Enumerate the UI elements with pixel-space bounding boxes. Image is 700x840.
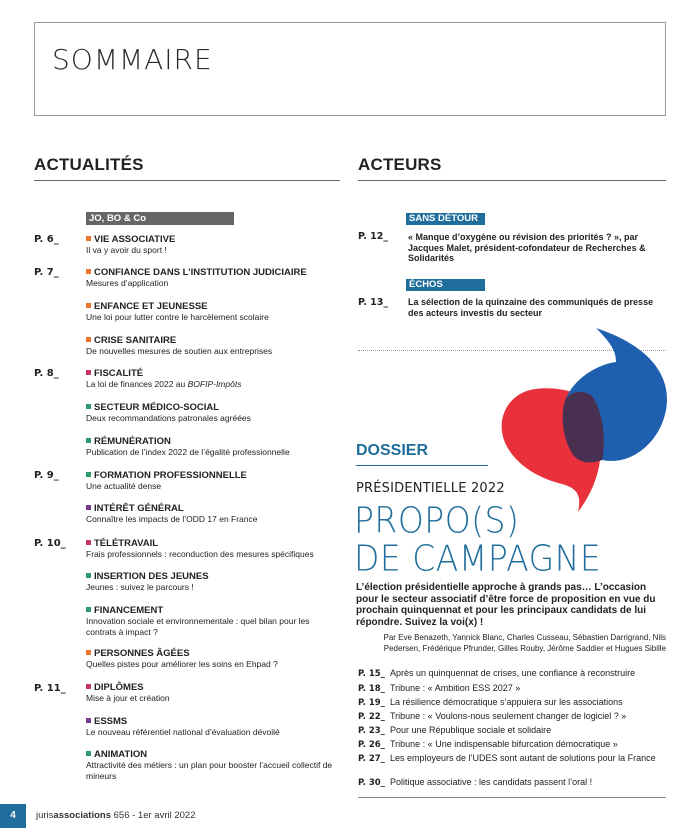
dossier-item-page: P. 18_ — [358, 684, 385, 694]
dossier-item-page: P. 30_ — [358, 778, 385, 788]
sans-detour-page: P. 12_ — [358, 231, 389, 242]
toc-entry-subtitle: Attractivité des métiers : un plan pour booster l’accueil collectif de mineurs — [86, 760, 333, 781]
page-number: 4 — [0, 804, 26, 828]
page-ref: P. 8_ — [34, 368, 59, 379]
dossier-item-page: P. 22_ — [358, 712, 385, 722]
toc-entry-title-text: ENFANCE ET JEUNESSE — [94, 301, 208, 312]
toc-entry-subtitle: Quelles pistes pour améliorer les soins en Ehpad ? — [86, 659, 278, 669]
dossier-title-line2: DE CAMPAGNE — [354, 537, 602, 580]
jo-bo-tag: JO, BO & Co — [86, 212, 234, 225]
toc-entry-subtitle: Il va y avoir du sport ! — [86, 245, 167, 255]
toc-entry-title-text: INTÉRÊT GÉNÉRAL — [94, 503, 184, 514]
toc-entry-subtitle: Publication de l’index 2022 de l’égalité professionnelle — [86, 447, 290, 457]
dossier-item-text[interactable]: Après un quinquennat de crises, une confiance à reconstruire — [390, 668, 636, 678]
toc-entry-subtitle: Mise à jour et création — [86, 693, 170, 703]
toc-entry-title-text: ANIMATION — [94, 749, 148, 760]
dossier-intro: L’élection présidentielle approche à grands pas… L’occasion pour le secteur associatif d’être force de proposition en vue du prochain quinquennat et pour les principaux candidats de lui répondre. Suivez la voi(x) ! — [356, 582, 656, 628]
page-ref: P. 6_ — [34, 234, 59, 245]
toc-entry-subtitle: Deux recommandations patronales agréées — [86, 413, 251, 423]
echos-tag: ÉCHOS — [406, 279, 485, 291]
toc-entry-subtitle: Le nouveau référentiel national d’évaluation dévoilé — [86, 727, 280, 737]
dossier-item-page: P. 27_ — [358, 754, 385, 764]
dossier-item-text[interactable]: Tribune : « Ambition ESS 2027 » — [390, 683, 521, 693]
echos-text[interactable]: La sélection de la quinzaine des communiqués de presse des acteurs investis du secteur — [408, 297, 654, 318]
actualites-heading: ACTUALITÉS — [34, 155, 144, 174]
toc-entry-title-text: DIPLÔMES — [94, 682, 144, 693]
toc-entry-subtitle: La loi de finances 2022 au BOFIP-Impôts — [86, 379, 242, 389]
footer-brand-prefix: juris — [36, 810, 54, 821]
toc-entry-title-text: VIE ASSOCIATIVE — [94, 234, 176, 245]
dossier-item-text[interactable]: Politique associative : les candidats passent l’oral ! — [390, 777, 593, 787]
sans-detour-tag: SANS DÉTOUR — [406, 213, 485, 225]
page-ref: P. 7_ — [34, 267, 59, 278]
footer-brand: associations — [53, 810, 111, 821]
toc-entry-subtitle: Innovation sociale et environnementale : quel bilan pour les contrats à impact ? — [86, 616, 310, 637]
dossier-item-page: P. 26_ — [358, 740, 385, 750]
dossier-item-text[interactable]: La résilience démocratique s’appuiera sur les associations — [390, 697, 623, 707]
dossier-item-page: P. 15_ — [358, 669, 385, 679]
page-ref: P. 9_ — [34, 470, 59, 481]
page-ref: P. 11_ — [34, 683, 66, 694]
toc-entry-title-text: FORMATION PROFESSIONNELLE — [94, 470, 247, 481]
dossier-authors: Par Eve Benazeth, Yannick Blanc, Charles Cusseau, Sébastien Darrigrand, Nils Pedersen, Frédérique Pfrunder, Gilles Rouby, Jérôme Saddier et Hugues Sibille — [383, 633, 666, 653]
dossier-item-text[interactable]: Pour une République sociale et solidaire — [390, 725, 552, 735]
dossier-bottom-rule — [358, 797, 666, 798]
toc-entry-title-text: FISCALITÉ — [94, 368, 144, 379]
toc-entry-subtitle: Une loi pour lutter contre le harcèlement scolaire — [86, 312, 269, 322]
dossier-title-line1: PROPO(S) — [354, 499, 520, 542]
toc-entry-title-text: FINANCEMENT — [94, 605, 164, 616]
toc-entry-title-text: SECTEUR MÉDICO-SOCIAL — [94, 402, 220, 413]
echos-page: P. 13_ — [358, 297, 389, 308]
dossier-item-page: P. 23_ — [358, 726, 385, 736]
dossier-label: DOSSIER — [356, 442, 429, 459]
footer-issue — [36, 810, 195, 821]
toc-entry-title-text: INSERTION DES JEUNES — [94, 571, 209, 582]
toc-entry-subtitle: Une actualité dense — [86, 481, 162, 491]
footer-issue-text: 656 - 1er avril 2022 — [110, 810, 196, 821]
toc-entry-title-text: ESSMS — [94, 716, 128, 727]
dossier-item-text[interactable]: Tribune : « Une indispensable bifurcation démocratique » — [390, 739, 618, 749]
dossier-subtitle: PRÉSIDENTIELLE 2022 — [356, 481, 505, 496]
toc-entry-title-text: CRISE SANITAIRE — [94, 335, 177, 346]
page-title: SOMMAIRE — [52, 43, 213, 76]
toc-entry-title-text: CONFIANCE DANS L’INSTITUTION JUDICIAIRE — [94, 267, 307, 278]
toc-entry-subtitle: Jeunes : suivez le parcours ! — [86, 582, 194, 592]
dossier-item-page: P. 19_ — [358, 698, 385, 708]
toc-entry-title-text: TÉLÉTRAVAIL — [94, 538, 159, 549]
toc-entry-subtitle: Connaître les impacts de l’ODD 17 en France — [86, 514, 258, 524]
dossier-rule — [356, 465, 488, 466]
dossier-item-text[interactable]: Les employeurs de l’UDES sont autant de solutions pour la France — [390, 753, 656, 763]
sans-detour-text[interactable]: « Manque d’oxygène ou révision des priorités ? », par Jacques Malet, président-cofondateur de Recherches & Solidarités — [408, 232, 646, 263]
acteurs-heading: ACTEURS — [358, 155, 442, 174]
page-ref: P. 10_ — [34, 538, 66, 549]
toc-entry-subtitle: De nouvelles mesures de soutien aux entreprises — [86, 346, 273, 356]
dossier-item-text[interactable]: Tribune : « Voulons-nous seulement changer de logiciel ? » — [390, 711, 627, 721]
toc-entry-subtitle: Mesures d’application — [86, 278, 169, 288]
toc-entry-subtitle: Frais professionnels : reconduction des mesures spécifiques — [86, 549, 314, 559]
toc-entry-title-text: RÉMUNÉRATION — [94, 436, 171, 447]
toc-entry-title-text: PERSONNES ÂGÉES — [94, 648, 190, 659]
